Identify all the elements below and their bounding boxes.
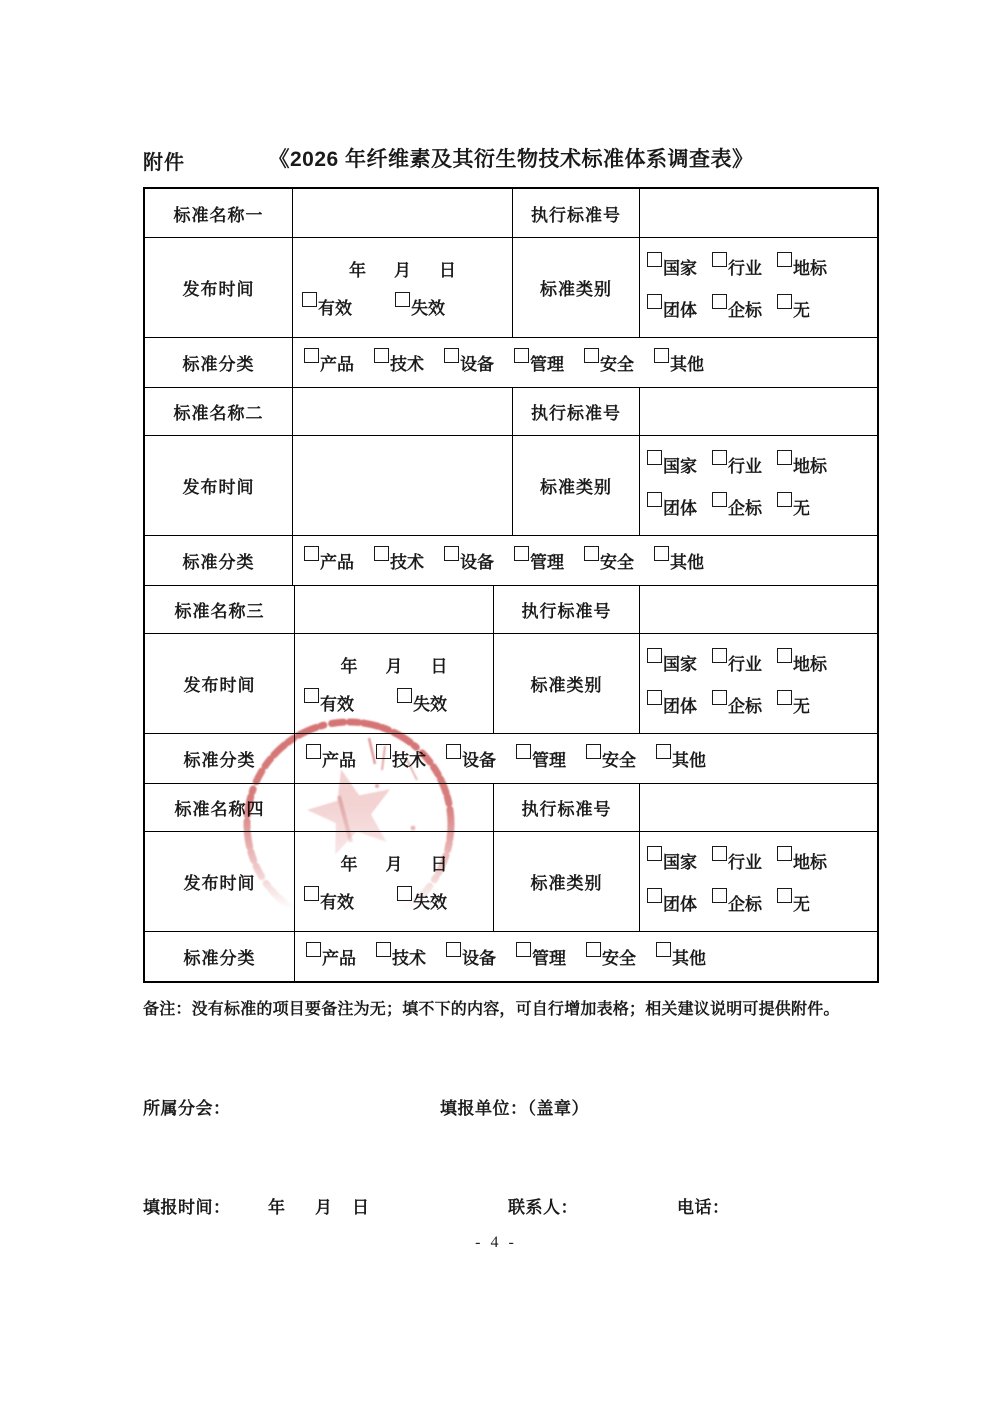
category-row bbox=[647, 254, 877, 279]
table-row bbox=[145, 931, 877, 981]
standard-block-1 bbox=[145, 189, 877, 387]
checkbox-label: 行业 bbox=[728, 457, 762, 477]
checkbox-box[interactable] bbox=[647, 450, 662, 465]
page-number: - 4 - bbox=[475, 1234, 517, 1251]
checkbox-label: 安全 bbox=[600, 355, 634, 374]
checkbox-valid[interactable] bbox=[304, 888, 354, 913]
contact-label: 联系人： bbox=[508, 1198, 578, 1217]
table-row bbox=[145, 237, 877, 337]
publish-date-cell[interactable] bbox=[292, 436, 512, 535]
checkbox-group[interactable] bbox=[647, 692, 697, 717]
checkbox-box[interactable] bbox=[374, 546, 389, 561]
phone-label: 电话： bbox=[677, 1198, 730, 1217]
table-row bbox=[145, 337, 877, 387]
checkbox-safety[interactable] bbox=[586, 944, 636, 969]
standard-category-label: 标准类别 bbox=[493, 634, 639, 733]
checkbox-box[interactable] bbox=[712, 648, 727, 663]
checkbox-local[interactable] bbox=[777, 650, 827, 675]
checkbox-management[interactable] bbox=[516, 944, 566, 969]
checkbox-box[interactable] bbox=[647, 294, 662, 309]
table-row bbox=[145, 783, 877, 831]
checkbox-box[interactable] bbox=[656, 942, 671, 957]
checkbox-box[interactable] bbox=[304, 546, 319, 561]
checkbox-equipment[interactable] bbox=[446, 746, 496, 771]
status-line bbox=[295, 690, 493, 715]
category-row bbox=[647, 650, 877, 675]
checkbox-technology[interactable] bbox=[374, 350, 424, 375]
checkbox-label: 行业 bbox=[728, 655, 762, 675]
publish-date-cell[interactable] bbox=[294, 634, 493, 733]
checkbox-box[interactable] bbox=[395, 292, 410, 307]
standard-category-label: 标准类别 bbox=[512, 238, 639, 337]
checkbox-label: 团体 bbox=[663, 300, 697, 320]
table-row bbox=[145, 733, 877, 783]
checkbox-other[interactable] bbox=[656, 944, 706, 969]
checkbox-equipment[interactable] bbox=[444, 548, 494, 573]
checkbox-enterprise[interactable] bbox=[712, 296, 762, 321]
checkbox-label: 技术 bbox=[390, 553, 424, 572]
checkbox-box[interactable] bbox=[304, 688, 319, 703]
checkbox-box[interactable] bbox=[647, 888, 662, 903]
checkbox-box[interactable] bbox=[516, 942, 531, 957]
footer-day-label: 日 bbox=[352, 1198, 370, 1217]
checkbox-box[interactable] bbox=[586, 744, 601, 759]
checkbox-label: 其他 bbox=[670, 355, 704, 374]
checkbox-label: 无 bbox=[793, 498, 810, 518]
checkbox-other[interactable] bbox=[654, 350, 704, 375]
branch-label: 所属分会： bbox=[143, 1099, 231, 1118]
checkbox-management[interactable] bbox=[514, 350, 564, 375]
remark-note: 备注：没有标准的项目要备注为无；填不下的内容，可自行增加表格；相关建议说明可提供附件。 bbox=[143, 1001, 840, 1018]
category-options-cell bbox=[639, 634, 877, 733]
category-options-cell bbox=[639, 436, 877, 535]
checkbox-industry[interactable] bbox=[712, 254, 762, 279]
class-options-cell bbox=[292, 536, 877, 585]
checkbox-other[interactable] bbox=[656, 746, 706, 771]
checkbox-management[interactable] bbox=[514, 548, 564, 573]
month-label: 月 bbox=[394, 260, 411, 280]
exec-standard-input-cell[interactable] bbox=[639, 586, 877, 633]
checkbox-none[interactable] bbox=[777, 494, 810, 519]
month-label: 月 bbox=[385, 854, 403, 874]
day-label: 日 bbox=[430, 854, 448, 874]
checkbox-box[interactable] bbox=[654, 348, 669, 363]
checkbox-label: 无 bbox=[793, 696, 810, 716]
day-label: 日 bbox=[439, 260, 456, 280]
checkbox-box[interactable] bbox=[304, 886, 319, 901]
checkbox-label: 管理 bbox=[532, 751, 566, 770]
checkbox-label: 产品 bbox=[322, 949, 356, 968]
exec-standard-label: 执行标准号 bbox=[493, 586, 639, 633]
table-row bbox=[145, 435, 877, 535]
checkbox-label: 其他 bbox=[672, 949, 706, 968]
exec-standard-input-cell[interactable] bbox=[639, 189, 877, 237]
checkbox-label: 设备 bbox=[460, 553, 494, 572]
checkbox-label: 地标 bbox=[793, 457, 827, 477]
category-row bbox=[647, 692, 877, 717]
standard-block-2 bbox=[145, 387, 877, 585]
checkbox-product[interactable] bbox=[304, 548, 354, 573]
exec-standard-label: 执行标准号 bbox=[512, 388, 639, 435]
date-line bbox=[295, 850, 493, 875]
checkbox-technology[interactable] bbox=[376, 746, 426, 771]
checkbox-label: 国家 bbox=[663, 655, 697, 675]
standard-name-input-cell[interactable] bbox=[294, 586, 493, 633]
exec-standard-label: 执行标准号 bbox=[493, 784, 639, 831]
checkbox-label: 有效 bbox=[320, 893, 354, 913]
checkbox-enterprise[interactable] bbox=[712, 692, 762, 717]
checkbox-box[interactable] bbox=[777, 450, 792, 465]
year-label: 年 bbox=[349, 260, 366, 280]
exec-standard-input-cell[interactable] bbox=[639, 388, 877, 435]
checkbox-box[interactable] bbox=[516, 744, 531, 759]
checkbox-label: 产品 bbox=[322, 751, 356, 770]
checkbox-technology[interactable] bbox=[374, 548, 424, 573]
checkbox-none[interactable] bbox=[777, 890, 810, 915]
checkbox-product[interactable] bbox=[304, 350, 354, 375]
checkbox-safety[interactable] bbox=[584, 548, 634, 573]
checkbox-national[interactable] bbox=[647, 452, 697, 477]
standard-class-label: 标准分类 bbox=[182, 355, 255, 374]
checkbox-label: 行业 bbox=[728, 259, 762, 279]
checkbox-industry[interactable] bbox=[712, 848, 762, 873]
date-line bbox=[295, 652, 493, 677]
publish-date-cell[interactable] bbox=[292, 238, 512, 337]
checkbox-label: 行业 bbox=[728, 853, 762, 873]
footer-year-label: 年 bbox=[268, 1198, 286, 1217]
checkbox-industry[interactable] bbox=[712, 452, 762, 477]
checkbox-box[interactable] bbox=[302, 292, 317, 307]
checkbox-label: 技术 bbox=[390, 355, 424, 374]
checkbox-product[interactable] bbox=[306, 746, 356, 771]
checkbox-box[interactable] bbox=[777, 294, 792, 309]
checkbox-label: 国家 bbox=[663, 259, 697, 279]
standard-name-input-cell[interactable] bbox=[292, 189, 512, 237]
checkbox-box[interactable] bbox=[374, 348, 389, 363]
checkbox-technology[interactable] bbox=[376, 944, 426, 969]
checkbox-invalid[interactable] bbox=[397, 690, 447, 715]
checkbox-label: 设备 bbox=[462, 751, 496, 770]
table-row bbox=[145, 535, 877, 585]
checkbox-enterprise[interactable] bbox=[712, 494, 762, 519]
category-row bbox=[647, 296, 877, 321]
publish-time-label: 发布时间 bbox=[182, 478, 255, 497]
checkbox-label: 国家 bbox=[663, 457, 697, 477]
standard-category-label: 标准类别 bbox=[493, 832, 639, 931]
checkbox-box[interactable] bbox=[777, 888, 792, 903]
checkbox-local[interactable] bbox=[777, 452, 827, 477]
checkbox-safety[interactable] bbox=[584, 350, 634, 375]
checkbox-local[interactable] bbox=[777, 254, 827, 279]
checkbox-box[interactable] bbox=[647, 690, 662, 705]
checkbox-other[interactable] bbox=[654, 548, 704, 573]
checkbox-label: 产品 bbox=[320, 355, 354, 374]
checkbox-box[interactable] bbox=[376, 744, 391, 759]
table-row bbox=[145, 189, 877, 237]
checkbox-label: 有效 bbox=[318, 299, 352, 319]
standard-name-label: 标准名称一 bbox=[173, 205, 264, 225]
class-options-cell bbox=[294, 734, 877, 783]
checkbox-equipment[interactable] bbox=[446, 944, 496, 969]
checkbox-box[interactable] bbox=[777, 648, 792, 663]
checkbox-none[interactable] bbox=[777, 692, 810, 717]
checkbox-label: 管理 bbox=[530, 355, 564, 374]
checkbox-box[interactable] bbox=[376, 942, 391, 957]
checkbox-label: 其他 bbox=[672, 751, 706, 770]
status-line bbox=[295, 888, 493, 913]
checkbox-label: 安全 bbox=[602, 949, 636, 968]
checkbox-label: 无 bbox=[793, 894, 810, 914]
checkbox-label: 国家 bbox=[663, 853, 697, 873]
checkbox-box[interactable] bbox=[712, 846, 727, 861]
standard-block-3 bbox=[145, 585, 877, 783]
checkbox-label: 产品 bbox=[320, 553, 354, 572]
table-row bbox=[145, 585, 877, 633]
category-options-cell bbox=[639, 238, 877, 337]
checkbox-box[interactable] bbox=[777, 690, 792, 705]
checkbox-valid[interactable] bbox=[302, 294, 352, 319]
checkbox-label: 失效 bbox=[411, 299, 445, 319]
checkbox-label: 安全 bbox=[600, 553, 634, 572]
exec-standard-label: 执行标准号 bbox=[512, 189, 639, 237]
checkbox-label: 团体 bbox=[663, 894, 697, 914]
standard-class-label: 标准分类 bbox=[183, 949, 256, 968]
table-row bbox=[145, 633, 877, 733]
checkbox-box[interactable] bbox=[712, 252, 727, 267]
checkbox-box[interactable] bbox=[306, 942, 321, 957]
category-options-cell bbox=[639, 832, 877, 931]
checkbox-label: 企标 bbox=[728, 696, 762, 716]
day-label: 日 bbox=[430, 656, 448, 676]
survey-table bbox=[143, 187, 879, 983]
page-title: 《2026 年纤维素及其衍生物技术标准体系调查表》 bbox=[268, 148, 754, 171]
checkbox-label: 其他 bbox=[670, 553, 704, 572]
year-label: 年 bbox=[340, 656, 358, 676]
publish-time-label: 发布时间 bbox=[183, 676, 256, 695]
checkbox-group[interactable] bbox=[647, 494, 697, 519]
checkbox-group[interactable] bbox=[647, 890, 697, 915]
checkbox-label: 设备 bbox=[462, 949, 496, 968]
checkbox-box[interactable] bbox=[306, 744, 321, 759]
checkbox-label: 企标 bbox=[728, 894, 762, 914]
publish-time-label: 发布时间 bbox=[183, 874, 256, 893]
checkbox-box[interactable] bbox=[397, 688, 412, 703]
footer-month-label: 月 bbox=[315, 1198, 333, 1217]
checkbox-box[interactable] bbox=[712, 690, 727, 705]
checkbox-valid[interactable] bbox=[304, 690, 354, 715]
checkbox-label: 团体 bbox=[663, 498, 697, 518]
table-row bbox=[145, 387, 877, 435]
exec-standard-input-cell[interactable] bbox=[639, 784, 877, 831]
standard-block-4 bbox=[145, 783, 877, 981]
unit-label: 填报单位：（盖章） bbox=[440, 1099, 589, 1118]
category-row bbox=[647, 452, 877, 477]
checkbox-box[interactable] bbox=[647, 492, 662, 507]
checkbox-national[interactable] bbox=[647, 650, 697, 675]
standard-name-input-cell[interactable] bbox=[294, 784, 493, 831]
checkbox-box[interactable] bbox=[304, 348, 319, 363]
checkbox-group[interactable] bbox=[647, 296, 697, 321]
checkbox-safety[interactable] bbox=[586, 746, 636, 771]
checkbox-box[interactable] bbox=[654, 546, 669, 561]
class-options-cell bbox=[294, 932, 877, 981]
status-line bbox=[293, 294, 512, 319]
standard-name-label: 标准名称四 bbox=[174, 800, 265, 819]
publish-date-cell[interactable] bbox=[294, 832, 493, 931]
fill-time-label: 填报时间： bbox=[143, 1198, 231, 1217]
checkbox-box[interactable] bbox=[777, 846, 792, 861]
attachment-label: 附件 bbox=[143, 152, 185, 174]
checkbox-box[interactable] bbox=[712, 294, 727, 309]
checkbox-industry[interactable] bbox=[712, 650, 762, 675]
checkbox-label: 地标 bbox=[793, 655, 827, 675]
category-row bbox=[647, 848, 877, 873]
checkbox-box[interactable] bbox=[647, 252, 662, 267]
checkbox-label: 企标 bbox=[728, 498, 762, 518]
table-row bbox=[145, 831, 877, 931]
checkbox-label: 失效 bbox=[413, 695, 447, 715]
month-label: 月 bbox=[385, 656, 403, 676]
checkbox-label: 失效 bbox=[413, 893, 447, 913]
checkbox-national[interactable] bbox=[647, 848, 697, 873]
checkbox-box[interactable] bbox=[647, 846, 662, 861]
checkbox-enterprise[interactable] bbox=[712, 890, 762, 915]
checkbox-box[interactable] bbox=[712, 888, 727, 903]
checkbox-label: 有效 bbox=[320, 695, 354, 715]
checkbox-box[interactable] bbox=[514, 546, 529, 561]
checkbox-label: 企标 bbox=[728, 300, 762, 320]
year-label: 年 bbox=[340, 854, 358, 874]
checkbox-label: 管理 bbox=[530, 553, 564, 572]
checkbox-invalid[interactable] bbox=[397, 888, 447, 913]
checkbox-box[interactable] bbox=[586, 942, 601, 957]
checkbox-label: 技术 bbox=[392, 751, 426, 770]
checkbox-invalid[interactable] bbox=[395, 294, 445, 319]
checkbox-box[interactable] bbox=[446, 942, 461, 957]
checkbox-label: 技术 bbox=[392, 949, 426, 968]
checkbox-national[interactable] bbox=[647, 254, 697, 279]
checkbox-equipment[interactable] bbox=[444, 350, 494, 375]
publish-time-label: 发布时间 bbox=[182, 280, 255, 299]
checkbox-management[interactable] bbox=[516, 746, 566, 771]
checkbox-box[interactable] bbox=[712, 450, 727, 465]
checkbox-box[interactable] bbox=[656, 744, 671, 759]
checkbox-label: 设备 bbox=[460, 355, 494, 374]
standard-name-input-cell[interactable] bbox=[292, 388, 512, 435]
checkbox-label: 地标 bbox=[793, 259, 827, 279]
checkbox-box[interactable] bbox=[712, 492, 727, 507]
checkbox-box[interactable] bbox=[777, 252, 792, 267]
checkbox-box[interactable] bbox=[584, 546, 599, 561]
standard-category-label: 标准类别 bbox=[512, 436, 639, 535]
date-line bbox=[293, 256, 512, 281]
checkbox-box[interactable] bbox=[446, 744, 461, 759]
checkbox-box[interactable] bbox=[514, 348, 529, 363]
checkbox-label: 安全 bbox=[602, 751, 636, 770]
checkbox-box[interactable] bbox=[444, 546, 459, 561]
checkbox-box[interactable] bbox=[777, 492, 792, 507]
category-row bbox=[647, 890, 877, 915]
checkbox-box[interactable] bbox=[647, 648, 662, 663]
standard-class-label: 标准分类 bbox=[183, 751, 256, 770]
checkbox-label: 地标 bbox=[793, 853, 827, 873]
checkbox-label: 管理 bbox=[532, 949, 566, 968]
standard-name-label: 标准名称二 bbox=[173, 404, 264, 423]
checkbox-label: 团体 bbox=[663, 696, 697, 716]
checkbox-local[interactable] bbox=[777, 848, 827, 873]
checkbox-box[interactable] bbox=[397, 886, 412, 901]
checkbox-box[interactable] bbox=[584, 348, 599, 363]
checkbox-box[interactable] bbox=[444, 348, 459, 363]
standard-name-label: 标准名称三 bbox=[174, 602, 265, 621]
category-row bbox=[647, 494, 877, 519]
checkbox-none[interactable] bbox=[777, 296, 810, 321]
class-options-cell bbox=[292, 338, 877, 387]
standard-class-label: 标准分类 bbox=[182, 553, 255, 572]
checkbox-label: 无 bbox=[793, 300, 810, 320]
checkbox-product[interactable] bbox=[306, 944, 356, 969]
